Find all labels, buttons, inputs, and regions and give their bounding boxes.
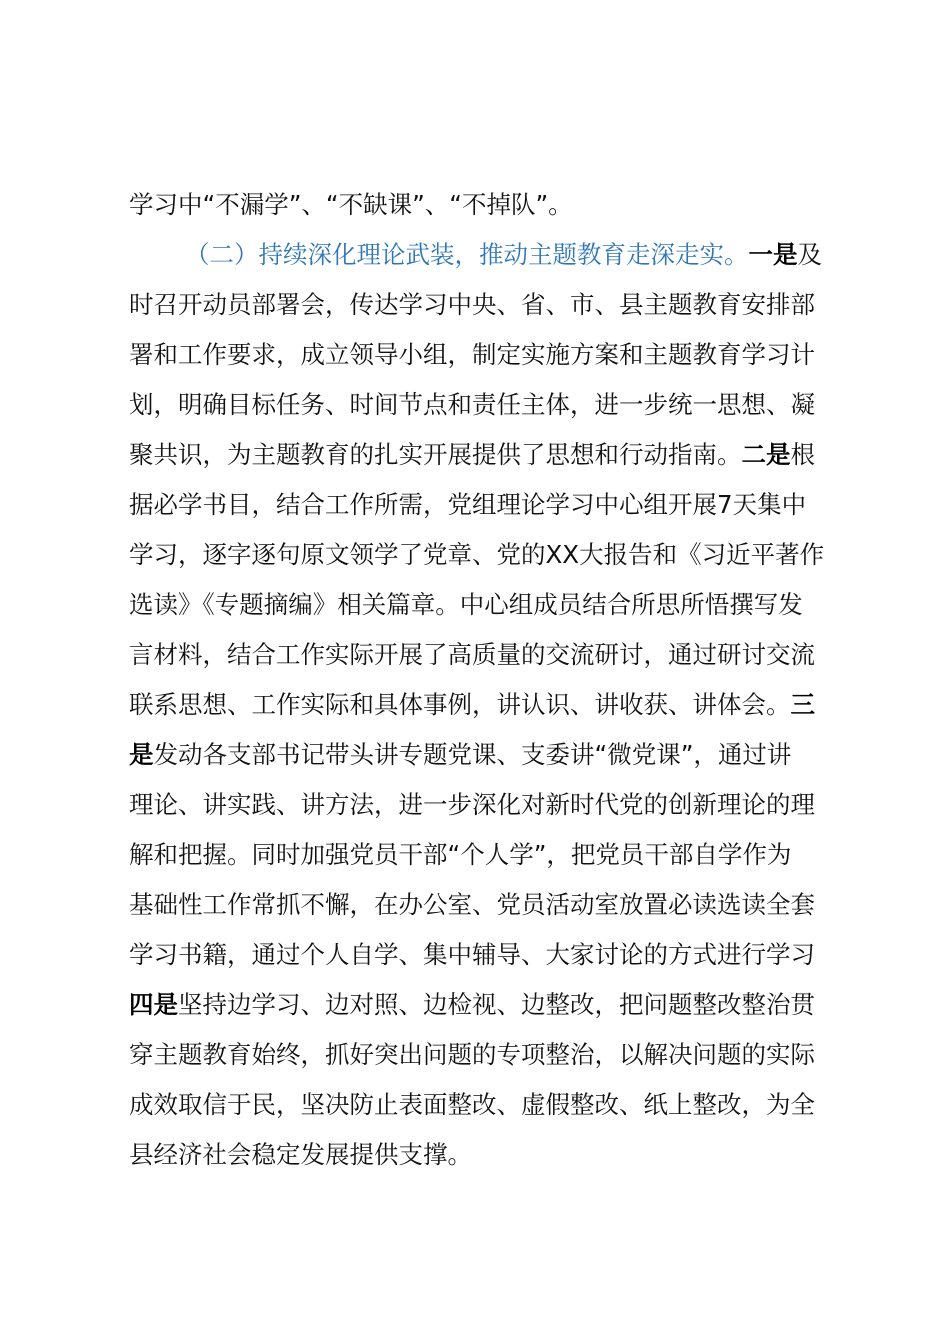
text-segment: 发动各支部书记带头讲专题党课、支委讲“微党课”，通过讲 [153, 740, 792, 769]
text-line [129, 630, 845, 680]
text-segment: 理论、讲实践、讲方法，进一步深化对新时代党的创新理论的理 [129, 790, 815, 819]
text-segment: 学习书籍，通过个人自学、集中辅导、大家讨论的方式进行学习 [129, 940, 815, 969]
text-line [129, 980, 845, 1030]
text-line [129, 730, 845, 780]
ordinal-marker: 二是 [741, 440, 791, 469]
text-segment: 根 [790, 440, 815, 469]
ordinal-marker: 是 [129, 740, 154, 769]
text-line [129, 930, 845, 980]
text-segment: 署和工作要求，成立领导小组，制定实施方案和主题教育学习计 [129, 340, 815, 369]
text-segment: 基础性工作常抓不懈，在办公室、党员活动室放置必读选读全套 [129, 890, 815, 919]
text-line [129, 530, 845, 580]
text-line [129, 1030, 845, 1080]
text-segment: 学习中“不漏学”、“不缺课”、“不掉队”。 [129, 190, 573, 219]
text-line [129, 780, 845, 830]
text-segment: 联系思想、工作实际和具体事例，讲认识、讲收获、讲体会。 [129, 690, 791, 719]
text-segment: 言材料，结合工作实际开展了高质量的交流研讨，通过研讨交流 [129, 640, 815, 669]
text-line [129, 1130, 845, 1180]
text-segment: 穿主题教育始终，抓好突出问题的专项整治，以解决问题的实际 [129, 1040, 815, 1069]
section-heading: （二）持续深化理论武装，推动主题教育走深走实。 [185, 240, 749, 269]
text-line [129, 580, 845, 630]
text-segment: 及 [797, 240, 822, 269]
text-line [129, 480, 845, 530]
text-line [129, 430, 845, 480]
text-segment: 聚共识，为主题教育的扎实开展提供了思想和行动指南。 [129, 440, 742, 469]
text-line [129, 330, 845, 380]
text-segment: 据必学书目，结合工作所需，党组理论学习中心组开展7天集中 [129, 490, 807, 519]
ordinal-marker: 三 [790, 690, 815, 719]
text-segment: 解和把握。同时加强党员干部“个人学”，把党员干部自学作为 [129, 840, 792, 869]
body-text [129, 180, 845, 1180]
text-segment: 成效取信于民，坚决防止表面整改、虚假整改、纸上整改，为全 [129, 1090, 815, 1119]
text-line [129, 830, 845, 880]
text-segment: 县经济社会稳定发展提供支撑。 [129, 1140, 472, 1169]
text-line [129, 1080, 845, 1130]
ordinal-marker: 一是 [748, 240, 798, 269]
text-segment: 学习，逐字逐句原文领学了党章、党的XX大报告和《习近平著作 [129, 540, 825, 569]
text-line [129, 180, 845, 230]
text-line [129, 680, 845, 730]
text-segment: 坚持边学习、边对照、边检视、边整改，把问题整改整治贯 [178, 990, 815, 1019]
section-heading-line [129, 230, 845, 280]
text-segment: 选读》《专题摘编》相关篇章。中心组成员结合所思所悟撰写发 [129, 590, 803, 619]
text-segment: 时召开动员部署会，传达学习中央、省、市、县主题教育安排部 [129, 290, 815, 319]
text-line [129, 880, 845, 930]
text-segment: 划，明确目标任务、时间节点和责任主体，进一步统一思想、凝 [129, 390, 815, 419]
text-line [129, 280, 845, 330]
text-line [129, 380, 845, 430]
ordinal-marker: 四是 [129, 990, 178, 1019]
